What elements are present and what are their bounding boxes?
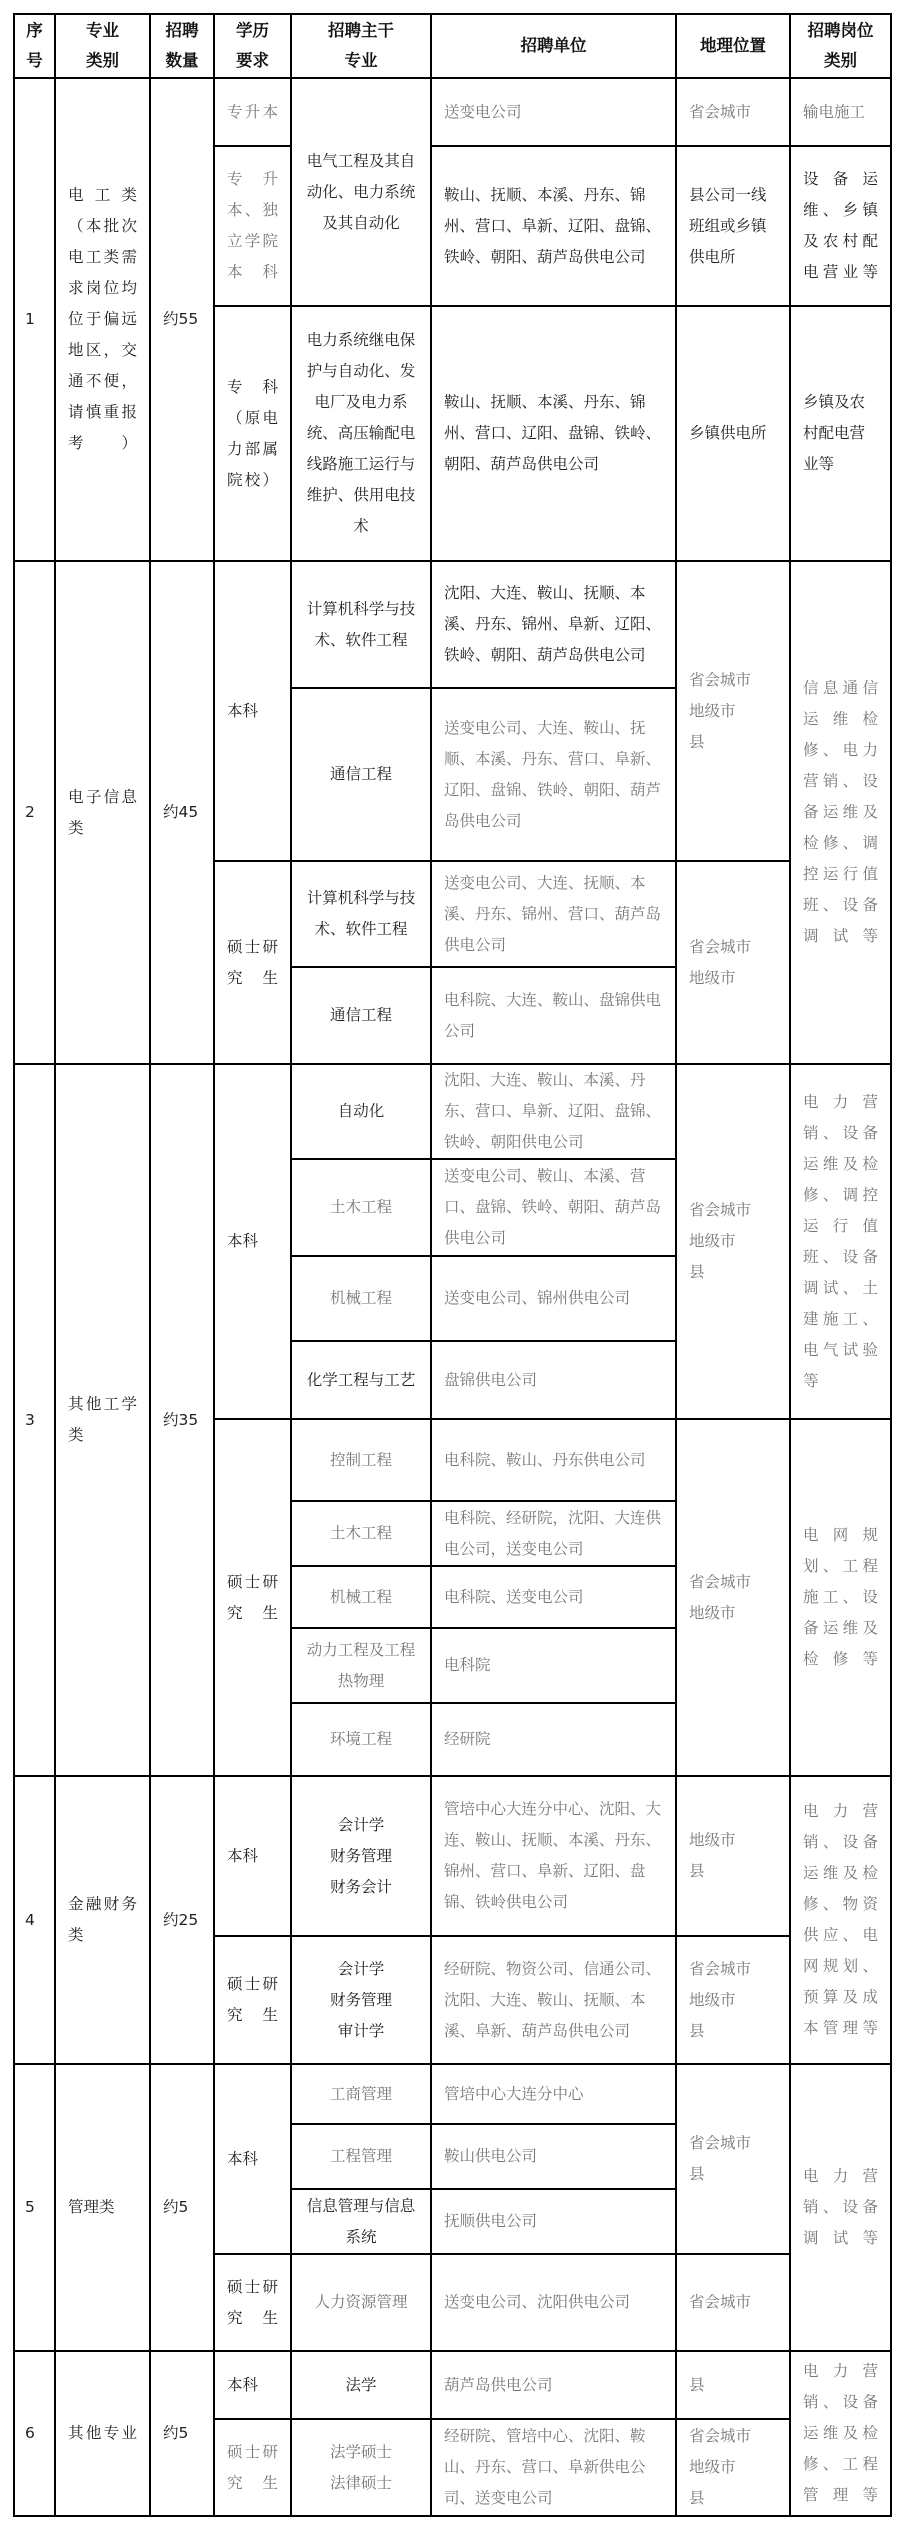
header-category: 专业 类别 <box>55 14 150 78</box>
category-cell: 其他工学类 <box>55 1064 150 1776</box>
seq-cell: 2 <box>14 561 55 1064</box>
location-cell: 省会城市 地级市 <box>676 1419 790 1776</box>
count-cell: 约25 <box>150 1776 214 2064</box>
major-cell: 通信工程 <box>291 688 431 861</box>
major-cell: 机械工程 <box>291 1256 431 1341</box>
header-education: 学历 要求 <box>214 14 291 78</box>
location-cell: 省会城市 <box>676 78 790 146</box>
major-cell: 土木工程 <box>291 1501 431 1566</box>
location-cell: 省会城市 县 <box>676 2064 790 2254</box>
unit-cell: 送变电公司、沈阳供电公司 <box>431 2254 676 2351</box>
table-row <box>14 1776 891 1936</box>
education-cell: 本科 <box>214 561 291 861</box>
count-cell: 约35 <box>150 1064 214 1776</box>
seq-cell: 1 <box>14 78 55 561</box>
header-location: 地理位置 <box>676 14 790 78</box>
location-cell: 县公司一线班组或乡镇供电所 <box>676 146 790 306</box>
unit-cell: 管培中心大连分中心 <box>431 2064 676 2124</box>
position-cell: 乡镇及农村配电营业等 <box>790 306 891 561</box>
major-cell: 化学工程与工艺 <box>291 1341 431 1419</box>
major-cell: 自动化 <box>291 1064 431 1159</box>
major-cell: 信息管理与信息系统 <box>291 2189 431 2254</box>
unit-cell: 送变电公司、大连、鞍山、抚顺、本溪、丹东、营口、阜新、辽阳、盘锦、铁岭、朝阳、葫芦岛供电公司 <box>431 688 676 861</box>
major-cell: 人力资源管理 <box>291 2254 431 2351</box>
position-cell: 电力营销、设备运维及检修、工程管理等 <box>790 2351 891 2516</box>
table-row <box>14 78 891 146</box>
table-row <box>14 2351 891 2419</box>
location-cell: 省会城市 地级市 县 <box>676 2419 790 2516</box>
unit-cell: 电科院、大连、鞍山、盘锦供电公司 <box>431 967 676 1064</box>
major-cell: 机械工程 <box>291 1566 431 1628</box>
education-cell: 专升本 <box>214 78 291 146</box>
header-position: 招聘岗位 类别 <box>790 14 891 78</box>
position-cell: 输电施工 <box>790 78 891 146</box>
education-cell: 本科 <box>214 2064 291 2254</box>
unit-cell: 沈阳、大连、鞍山、本溪、丹东、营口、阜新、辽阳、盘锦、铁岭、朝阳供电公司 <box>431 1064 676 1159</box>
education-cell: 本科 <box>214 1064 291 1419</box>
unit-cell: 鞍山供电公司 <box>431 2124 676 2189</box>
header-major: 招聘主干 专业 <box>291 14 431 78</box>
header-count: 招聘 数量 <box>150 14 214 78</box>
education-cell: 专科（原电力部属院校） <box>214 306 291 561</box>
major-cell: 土木工程 <box>291 1159 431 1256</box>
unit-cell: 沈阳、大连、鞍山、抚顺、本溪、丹东、锦州、阜新、辽阳、铁岭、朝阳、葫芦岛供电公司 <box>431 561 676 688</box>
education-cell: 硕士研究生 <box>214 2419 291 2516</box>
position-cell: 电力营销、设备运维及检修、调控运行值班、设备调试、土建施工、电气试验等 <box>790 1064 891 1419</box>
category-cell: 管理类 <box>55 2064 150 2351</box>
major-cell: 控制工程 <box>291 1419 431 1501</box>
major-cell: 工程管理 <box>291 2124 431 2189</box>
table-row <box>14 1064 891 1159</box>
major-cell: 工商管理 <box>291 2064 431 2124</box>
position-cell: 电网规划、工程施工、设备运维及检修等 <box>790 1419 891 1776</box>
education-cell: 硕士研究生 <box>214 2254 291 2351</box>
table-row <box>14 2064 891 2124</box>
major-cell: 会计学 财务管理 财务会计 <box>291 1776 431 1936</box>
major-cell: 电力系统继电保护与自动化、发电厂及电力系统、高压输配电线路施工运行与维护、供用电技术 <box>291 306 431 561</box>
unit-cell: 鞍山、抚顺、本溪、丹东、锦州、营口、阜新、辽阳、盘锦、铁岭、朝阳、葫芦岛供电公司 <box>431 146 676 306</box>
unit-cell: 盘锦供电公司 <box>431 1341 676 1419</box>
position-cell: 设备运维、乡镇及农村配电营业等 <box>790 146 891 306</box>
count-cell: 约55 <box>150 78 214 561</box>
table-row <box>14 561 891 688</box>
unit-cell: 电科院、经研院，沈阳、大连供电公司，送变电公司 <box>431 1501 676 1566</box>
major-cell: 法学 <box>291 2351 431 2419</box>
unit-cell: 葫芦岛供电公司 <box>431 2351 676 2419</box>
location-cell: 省会城市 <box>676 2254 790 2351</box>
location-cell: 地级市 县 <box>676 1776 790 1936</box>
location-cell: 乡镇供电所 <box>676 306 790 561</box>
category-cell: 其他专业 <box>55 2351 150 2516</box>
unit-cell: 送变电公司、大连、抚顺、本溪、丹东、锦州、营口、葫芦岛供电公司 <box>431 861 676 967</box>
major-cell: 环境工程 <box>291 1703 431 1776</box>
location-cell: 省会城市 地级市 县 <box>676 1936 790 2064</box>
unit-cell: 管培中心大连分中心、沈阳、大连、鞍山、抚顺、本溪、丹东、锦州、营口、阜新、辽阳、盘锦、铁岭供电公司 <box>431 1776 676 1936</box>
major-cell: 电气工程及其自动化、电力系统及其自动化 <box>291 78 431 306</box>
category-cell: 电子信息类 <box>55 561 150 1064</box>
education-cell: 硕士研究生 <box>214 861 291 1064</box>
category-cell: 金融财务类 <box>55 1776 150 2064</box>
education-cell: 硕士研究生 <box>214 1936 291 2064</box>
major-cell: 法学硕士 法律硕士 <box>291 2419 431 2516</box>
location-cell: 省会城市 地级市 县 <box>676 561 790 861</box>
position-cell: 信息通信运维检修、电力营销、设备运维及检修、调控运行值班、设备调试等 <box>790 561 891 1064</box>
seq-cell: 5 <box>14 2064 55 2351</box>
unit-cell: 经研院 <box>431 1703 676 1776</box>
unit-cell: 鞍山、抚顺、本溪、丹东、锦州、营口、辽阳、盘锦、铁岭、朝阳、葫芦岛供电公司 <box>431 306 676 561</box>
unit-cell: 抚顺供电公司 <box>431 2189 676 2254</box>
education-cell: 本科 <box>214 2351 291 2419</box>
count-cell: 约45 <box>150 561 214 1064</box>
unit-cell: 经研院、管培中心、沈阳、鞍山、丹东、营口、阜新供电公司、送变电公司 <box>431 2419 676 2516</box>
seq-cell: 6 <box>14 2351 55 2516</box>
unit-cell: 电科院、鞍山、丹东供电公司 <box>431 1419 676 1501</box>
unit-cell: 经研院、物资公司、信通公司、沈阳、大连、鞍山、抚顺、本溪、阜新、葫芦岛供电公司 <box>431 1936 676 2064</box>
location-cell: 省会城市 地级市 <box>676 861 790 1064</box>
seq-cell: 3 <box>14 1064 55 1776</box>
education-cell: 本科 <box>214 1776 291 1936</box>
unit-cell: 送变电公司、鞍山、本溪、营口、盘锦、铁岭、朝阳、葫芦岛供电公司 <box>431 1159 676 1256</box>
recruitment-table <box>13 13 892 2517</box>
location-cell: 省会城市 地级市 县 <box>676 1064 790 1419</box>
seq-cell: 4 <box>14 1776 55 2064</box>
position-cell: 电力营销、设备运维及检修、物资供应、电网规划、预算及成本管理等 <box>790 1776 891 2064</box>
count-cell: 约5 <box>150 2351 214 2516</box>
education-cell: 硕士研究生 <box>214 1419 291 1776</box>
education-cell: 专升本、独立学院本科 <box>214 146 291 306</box>
unit-cell: 送变电公司 <box>431 78 676 146</box>
major-cell: 动力工程及工程热物理 <box>291 1628 431 1703</box>
header-row <box>14 14 891 78</box>
major-cell: 计算机科学与技术、软件工程 <box>291 561 431 688</box>
major-cell: 会计学 财务管理 审计学 <box>291 1936 431 2064</box>
unit-cell: 送变电公司、锦州供电公司 <box>431 1256 676 1341</box>
major-cell: 通信工程 <box>291 967 431 1064</box>
position-cell: 电力营销、设备调试等 <box>790 2064 891 2351</box>
major-cell: 计算机科学与技术、软件工程 <box>291 861 431 967</box>
unit-cell: 电科院 <box>431 1628 676 1703</box>
location-cell: 县 <box>676 2351 790 2419</box>
category-cell: 电工类（本批次电工类需求岗位均位于偏远地区，交通不便，请慎重报考） <box>55 78 150 561</box>
header-seq: 序 号 <box>14 14 55 78</box>
unit-cell: 电科院、送变电公司 <box>431 1566 676 1628</box>
count-cell: 约5 <box>150 2064 214 2351</box>
header-unit: 招聘单位 <box>431 14 676 78</box>
